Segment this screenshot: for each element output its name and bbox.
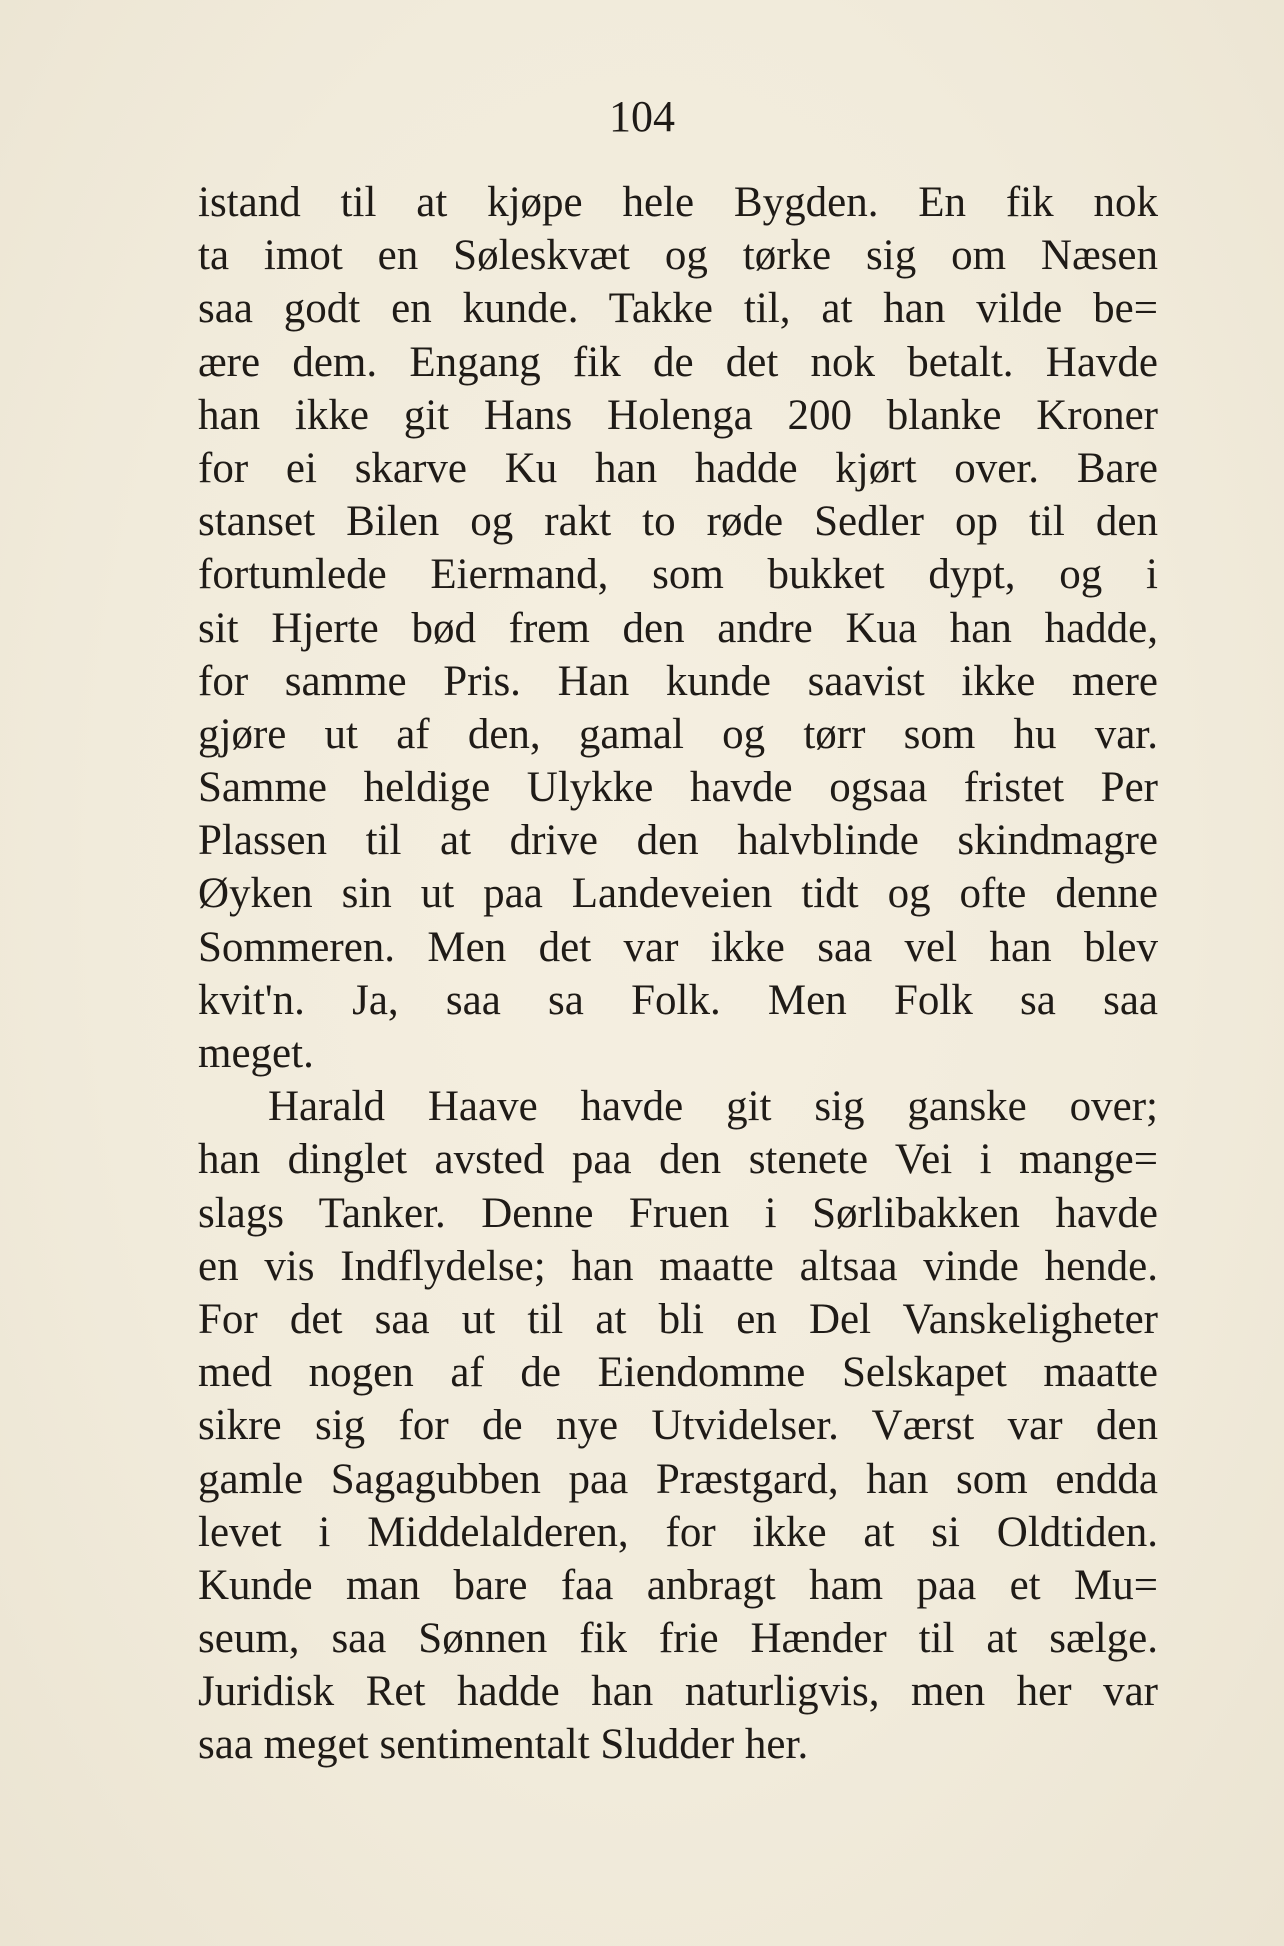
text-line: han dinglet avsted paa den stenete Vei i mange= bbox=[198, 1136, 1158, 1184]
text-line: sikre sig for de nye Utvidelser. Værst var den bbox=[198, 1402, 1158, 1450]
text-line: istand til at kjøpe hele Bygden. En fik nok bbox=[198, 179, 1158, 226]
text-line: saa meget sentimentalt Sludder her. bbox=[198, 1721, 809, 1769]
text-line: Harald Haave havde git sig ganske over; bbox=[268, 1083, 1158, 1131]
text-line: saa godt en kunde. Takke til, at han vilde be= bbox=[198, 285, 1158, 333]
text-line: meget. bbox=[198, 1030, 314, 1077]
text-line: han ikke git Hans Holenga 200 blanke Kroner bbox=[198, 391, 1158, 439]
text-line: Plassen til at drive den halvblinde skindmagre bbox=[198, 817, 1158, 865]
text-line: sit Hjerte bød frem den andre Kua han hadde, bbox=[198, 604, 1158, 652]
text-line: seum, saa Sønnen fik frie Hænder til at sælge. bbox=[198, 1615, 1158, 1663]
text-line: Øyken sin ut paa Landeveien tidt og ofte denne bbox=[198, 870, 1158, 918]
text-line: stanset Bilen og rakt to røde Sedler op til den bbox=[198, 498, 1158, 546]
text-line: Samme heldige Ulykke havde ogsaa fristet Per bbox=[198, 764, 1158, 812]
text-line: en vis Indflydelse; han maatte altsaa vinde hende. bbox=[198, 1242, 1158, 1290]
text-line: levet i Middelalderen, for ikke at si Oldtiden. bbox=[198, 1508, 1158, 1556]
body-text bbox=[198, 176, 1158, 1772]
text-line: ære dem. Engang fik de det nok betalt. Havde bbox=[198, 338, 1158, 386]
text-line: slags Tanker. Denne Fruen i Sørlibakken havde bbox=[198, 1189, 1158, 1237]
text-line: For det saa ut til at bli en Del Vanskeligheter bbox=[198, 1295, 1158, 1343]
page-number: 104 bbox=[609, 92, 675, 141]
text-line: for ei skarve Ku han hadde kjørt over. Bare bbox=[198, 444, 1158, 492]
text-line: ta imot en Søleskvæt og tørke sig om Næsen bbox=[198, 232, 1158, 280]
text-line: fortumlede Eiermand, som bukket dypt, og i bbox=[198, 551, 1158, 599]
text-line: kvit'n. Ja, saa sa Folk. Men Folk sa saa bbox=[198, 976, 1158, 1024]
text-line: for samme Pris. Han kunde saavist ikke mere bbox=[198, 657, 1158, 705]
text-line: Juridisk Ret hadde han naturligvis, men her var bbox=[198, 1668, 1158, 1716]
text-line: Kunde man bare faa anbragt ham paa et Mu= bbox=[198, 1561, 1158, 1609]
text-line: gamle Sagagubben paa Præstgard, han som endda bbox=[198, 1455, 1158, 1503]
text-line: med nogen af de Eiendomme Selskapet maatte bbox=[198, 1349, 1158, 1397]
text-line: gjøre ut af den, gamal og tørr som hu var. bbox=[198, 710, 1158, 758]
text-line: Sommeren. Men det var ikke saa vel han blev bbox=[198, 923, 1158, 971]
